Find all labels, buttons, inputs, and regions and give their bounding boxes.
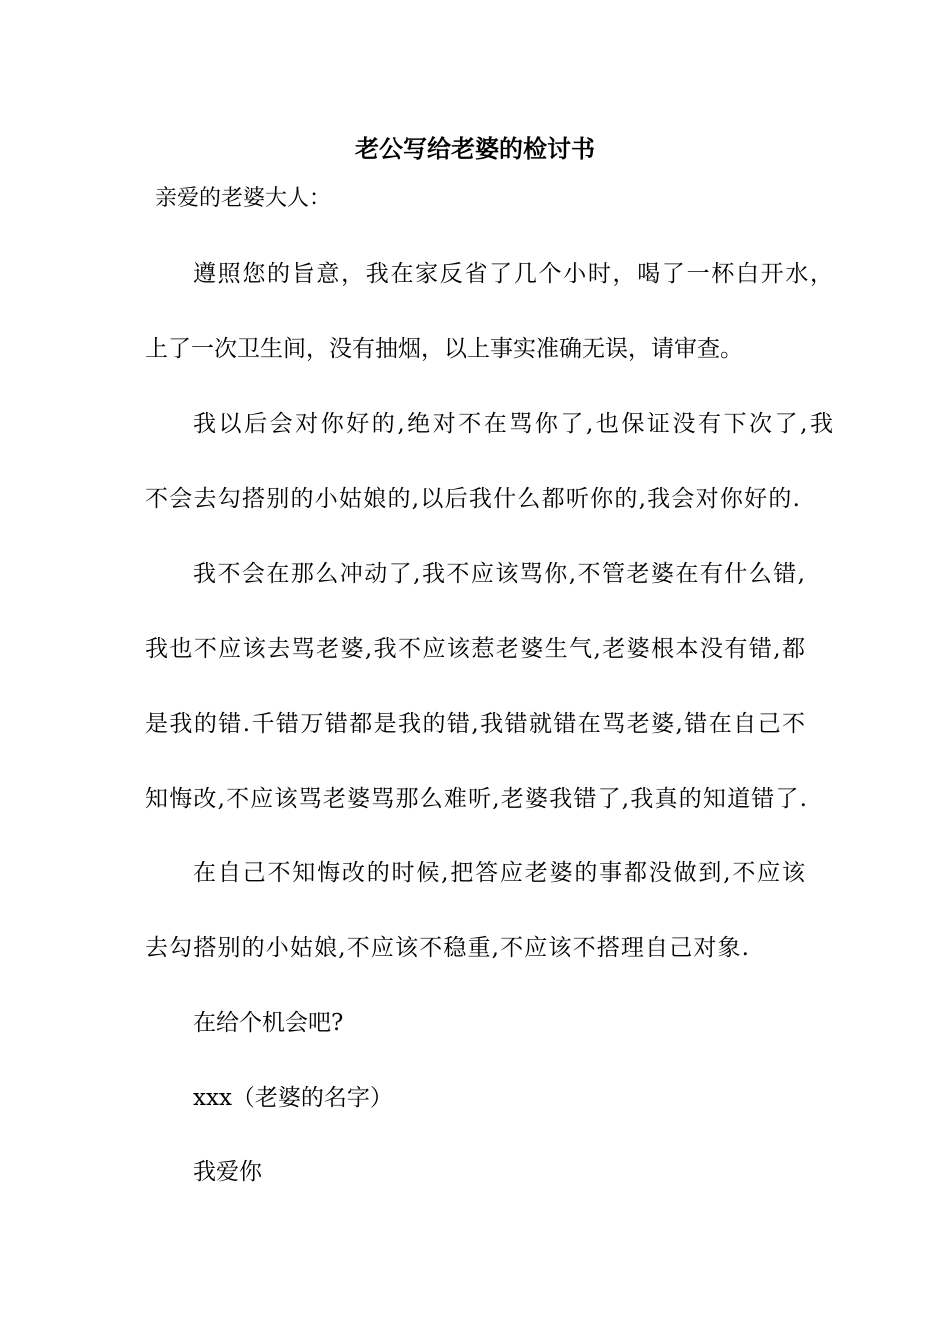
- paragraph-line: 是我的错.千错万错都是我的错,我错就错在骂老婆,错在自己不: [145, 711, 805, 737]
- paragraph-line: 我以后会对你好的,绝对不在骂你了,也保证没有下次了,我: [193, 411, 833, 437]
- closing-line: 我爱你: [193, 1159, 262, 1185]
- salutation: 亲爱的老婆大人：: [155, 186, 332, 211]
- paragraph-line: 我也不应该去骂老婆,我不应该惹老婆生气,老婆根本没有错,都: [145, 636, 805, 662]
- paragraph-line: 不会去勾搭别的小姑娘的,以后我什么都听你的,我会对你好的.: [145, 486, 800, 512]
- paragraph-line: 我不会在那么冲动了,我不应该骂你,不管老婆在有什么错,: [193, 561, 805, 587]
- paragraph-line: 上了一次卫生间，没有抽烟，以上事实准确无误，请审查。: [145, 336, 743, 362]
- paragraph-line: 去勾搭别的小姑娘,不应该不稳重,不应该不搭理自己对象.: [145, 935, 749, 961]
- document-title: 老公写给老婆的检讨书: [355, 134, 595, 163]
- paragraph-line: 知悔改,不应该骂老婆骂那么难听,老婆我错了,我真的知道错了.: [145, 786, 807, 812]
- signature-name: xxx（老婆的名字）: [193, 1085, 393, 1111]
- paragraph-line: 遵照您的旨意，我在家反省了几个小时，喝了一杯白开水，: [193, 261, 833, 287]
- paragraph-line: 在自己不知悔改的时候,把答应老婆的事都没做到,不应该: [193, 860, 805, 886]
- paragraph-line: 在给个机会吧?: [193, 1010, 344, 1036]
